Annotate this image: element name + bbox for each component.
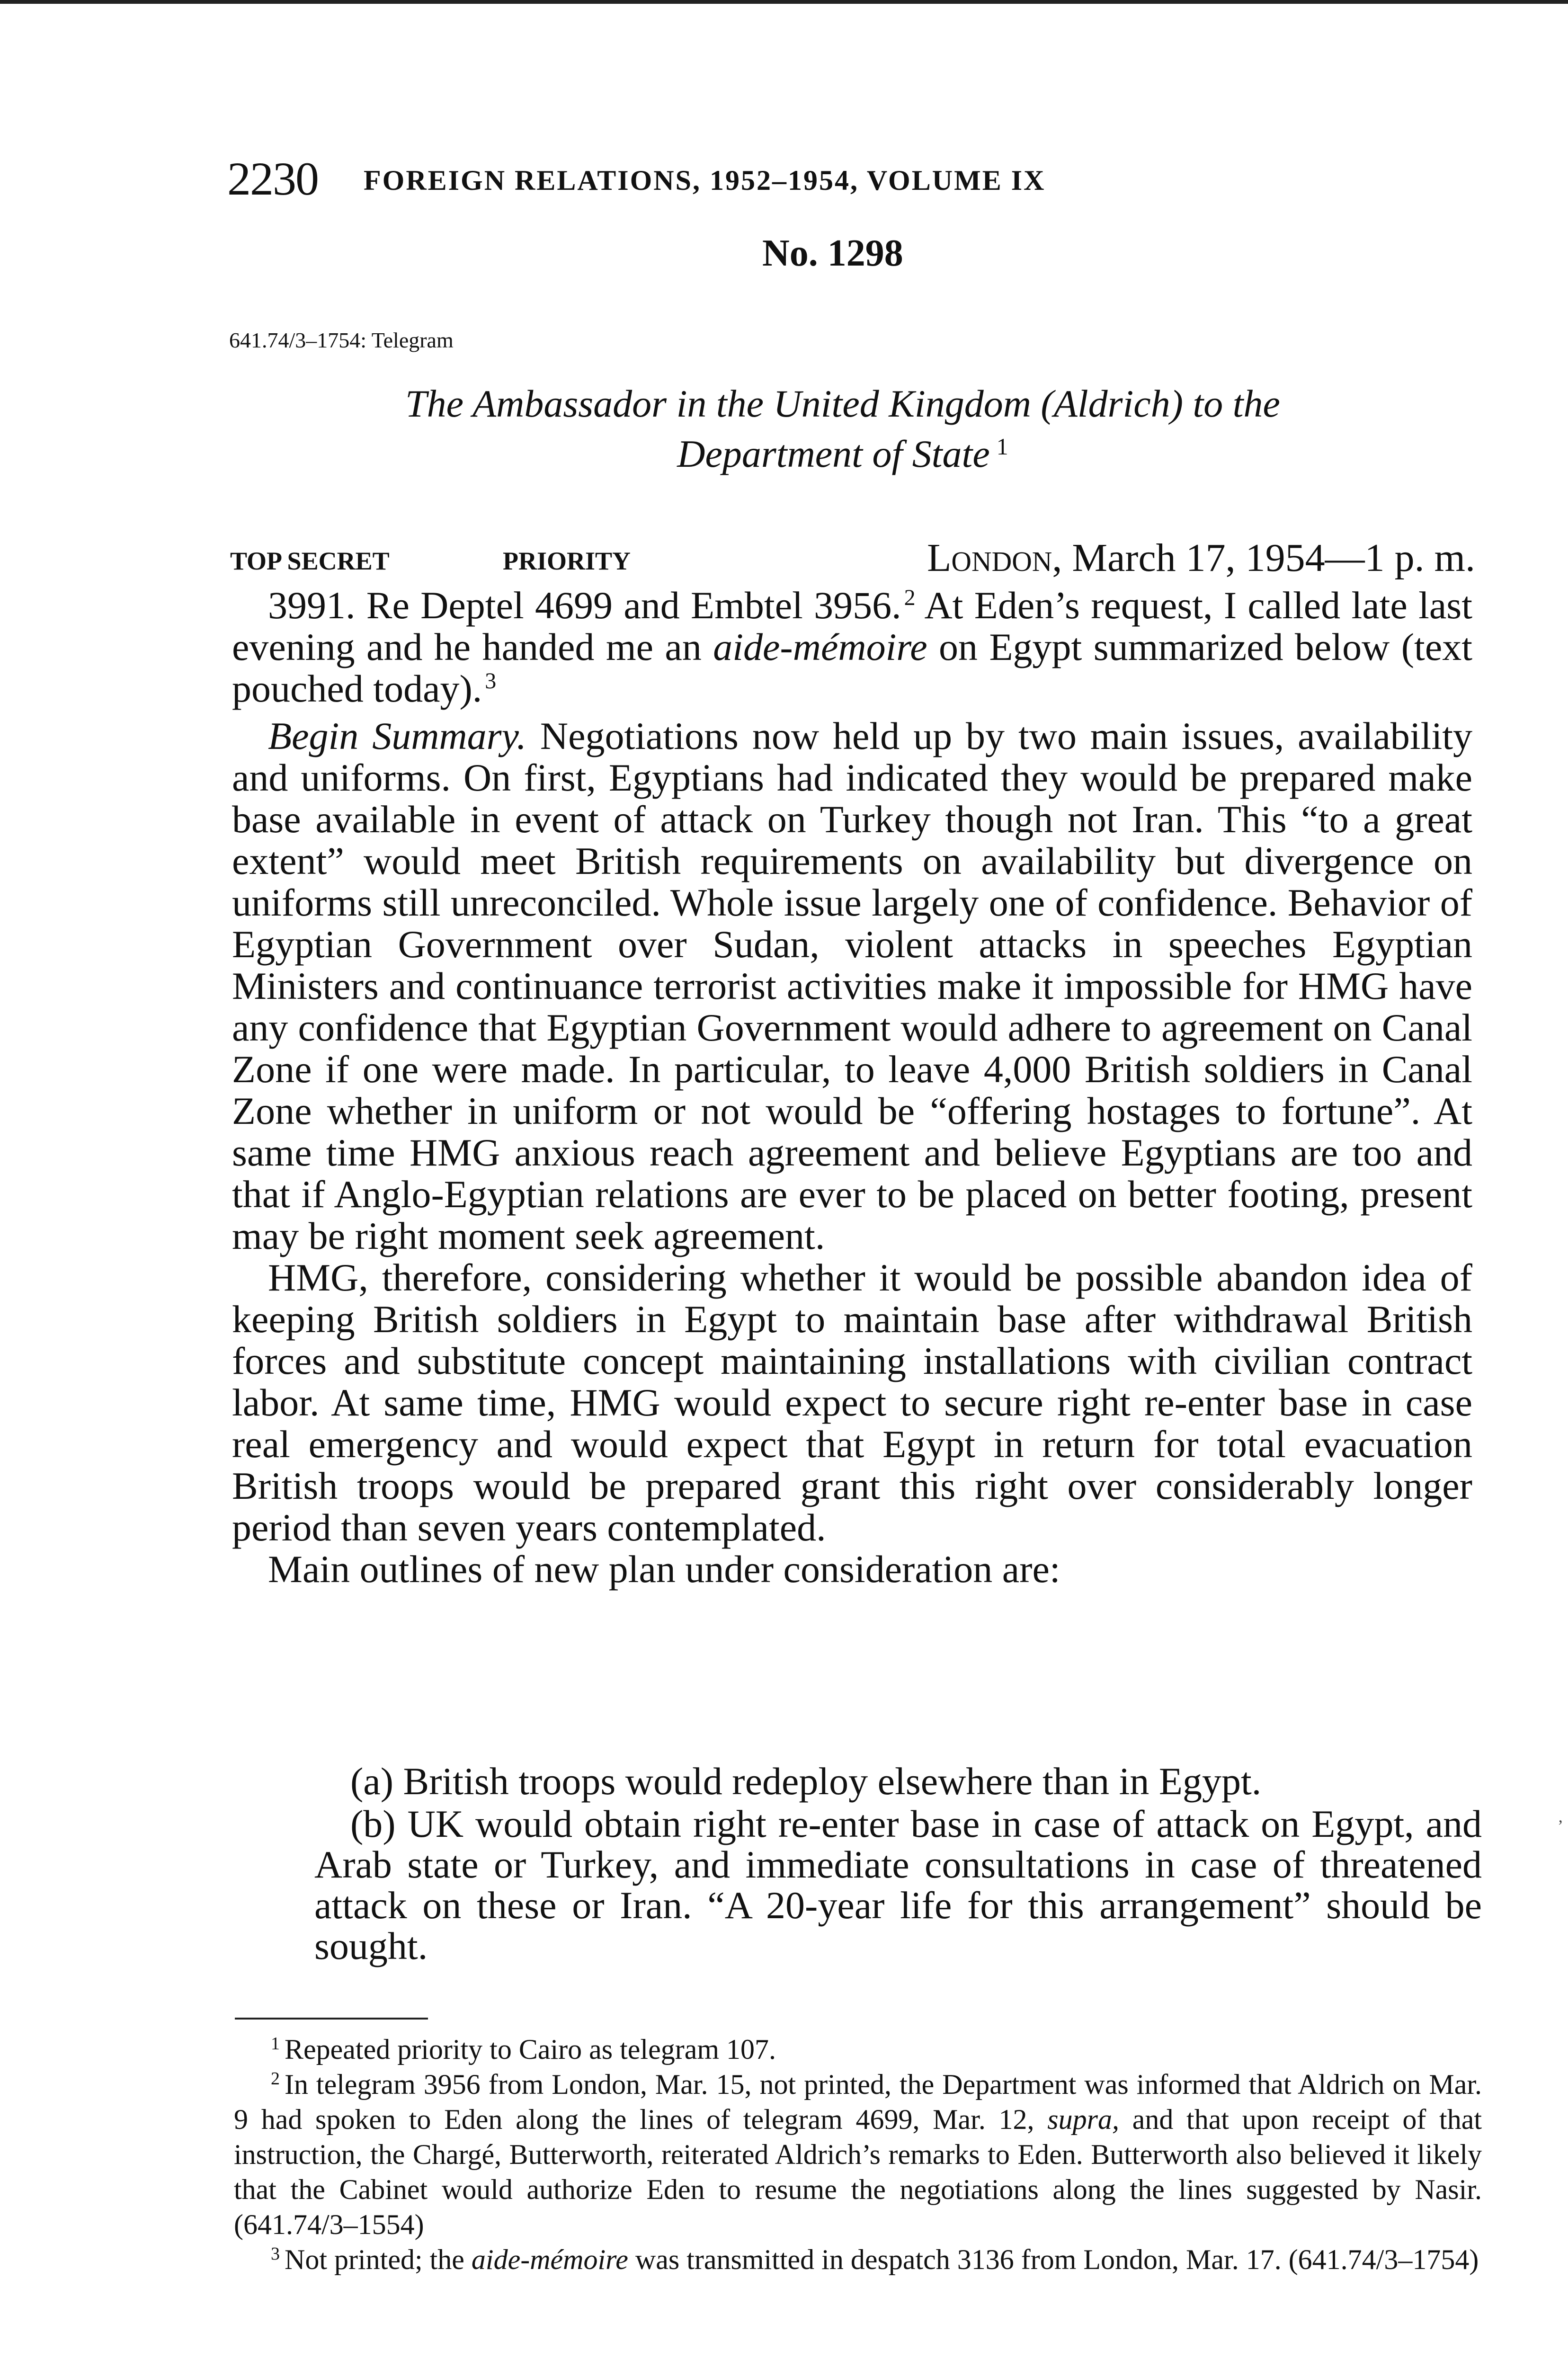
footnote-2-text-a: In telegram 3956 from London, Mar. 15, not printed, the Department was informed that Aldrich on Mar. 9 had spoken to Eden along the lines of telegram 4699, Mar. 12, [234,2069,1482,2135]
p1-text-a: 3991. Re Deptel 4699 and Embtel 3956. [268,584,901,627]
top-edge-rule [0,0,1568,4]
dateline-place: London, [927,536,1062,580]
p1-italic-term: aide-mémoire [713,625,927,668]
paragraph-outline-intro: Main outlines of new plan under consideration are: [268,1548,1060,1591]
begin-summary-label: Begin Summary. [268,714,526,757]
summary-text: Negotiations now held up by two main issues, availability and uniforms. On first, Egyptians had indicated they would be prepared make base available in event of attack on Turkey though not Iran. This “to a great extent” would meet British requirements on availability but divergence on uniforms still unreconciled. Whole issue largely one of confidence. Behavior of Egyptian Government over Sudan, violent attacks in speeches Egyptian Ministers and continuance terrorist activities make it impossible for HMG have any confidence that Egyptian Government would adhere to agreement on Canal Zone if one were made. In particular, to leave 4,000 British soldiers in Canal Zone whether in uniform or not would be “offering hostages to fortune”. At same time HMG anxious reach agreement and believe Egyptians are too and that if Anglo-Egyptian relations are ever to be placed on better footing, present may be right moment seek agreement. [232,714,1473,1257]
paragraph-opening [232,585,1472,710]
heading-line-1: The Ambassador in the United Kingdom (Aldrich) to the [405,382,1280,425]
p1-text-b: At Eden’s request, I called late last evening and he handed me an [232,584,1472,668]
footnote-2 [234,2067,1482,2242]
page-number: 2230 [227,152,318,205]
footnote-3 [234,2242,1482,2277]
footnote-ref-3[interactable]: 3 [485,668,497,694]
date-line [927,535,1475,581]
margin-mark: ’ [1558,1816,1563,1835]
outline-item-a: (a) British troops would redeploy elsewhere than in Egypt. [350,1760,1262,1803]
document-heading [265,379,1420,479]
footnote-2-mark: 2 [271,2069,280,2089]
p1-text-c: on Egypt summarized below (text pouched today). [232,625,1473,710]
footnote-1-text: Repeated priority to Cairo as telegram 107. [285,2034,776,2065]
footnote-3-italic: aide-mémoire [471,2244,628,2275]
classification-tag: TOP SECRET [230,547,390,575]
outline-item-b: (b) UK would obtain right re-enter base in case of attack on Egypt, and Arab state or Turkey, and immediate consultations in case of threatened attack on these or Iran. “A 20-year life for this arrangement” should be sought. [314,1802,1482,1967]
file-reference: 641.74/3–1754: Telegram [229,328,454,352]
footnote-3-mark: 3 [271,2244,280,2264]
book-title: FOREIGN RELATIONS, 1952–1954, VOLUME IX [364,165,1046,196]
paragraph-hmg-plan: HMG, therefore, considering whether it would be possible abandon idea of keeping British soldiers in Egypt to maintain base after withdrawal British forces and substitute concept maintaining installations with civilian contract labor. At same time, HMG would expect to secure right re-enter base in case real emergency and would expect that Egypt in return for total evacuation British troops would be prepared grant this right over considerably longer period than seven years contemplated. [232,1256,1472,1549]
precedence-tag: PRIORITY [503,547,631,575]
plan-outline-list [314,1761,1482,1967]
heading-line-2-text: Department of State [677,432,990,475]
footnote-2-text-b: and that upon receipt of that instruction, the Chargé, Butterworth, reiterated Aldrich’s remarks to Eden. Butterworth also believed it likely that the Cabinet would authorize Eden to resume the negotiations along the lines suggested by Nasir. (641.74/3–1554) [234,2104,1482,2240]
heading-line-2 [265,429,1420,479]
dateline-date: March 17, 1954—1 p. m. [1072,536,1475,580]
telegram-body [232,585,1472,1590]
footnote-1 [234,2032,1482,2067]
footnote-ref-2[interactable]: 2 [904,585,916,610]
footnotes [234,2032,1482,2277]
document-number: No. 1298 [762,232,903,274]
footnote-1-mark: 1 [271,2034,280,2054]
paragraph-summary [232,715,1472,1257]
footnote-3-text-b: was transmitted in despatch 3136 from London, Mar. 17. (641.74/3–1754) [635,2244,1479,2275]
dateline [230,535,1475,587]
footnote-2-italic: supra, [1047,2104,1119,2135]
footnote-3-text-a: Not printed; the [285,2244,464,2275]
running-head [227,151,1316,206]
footnote-rule [235,2018,428,2020]
heading-footnote-ref[interactable]: 1 [996,433,1008,460]
